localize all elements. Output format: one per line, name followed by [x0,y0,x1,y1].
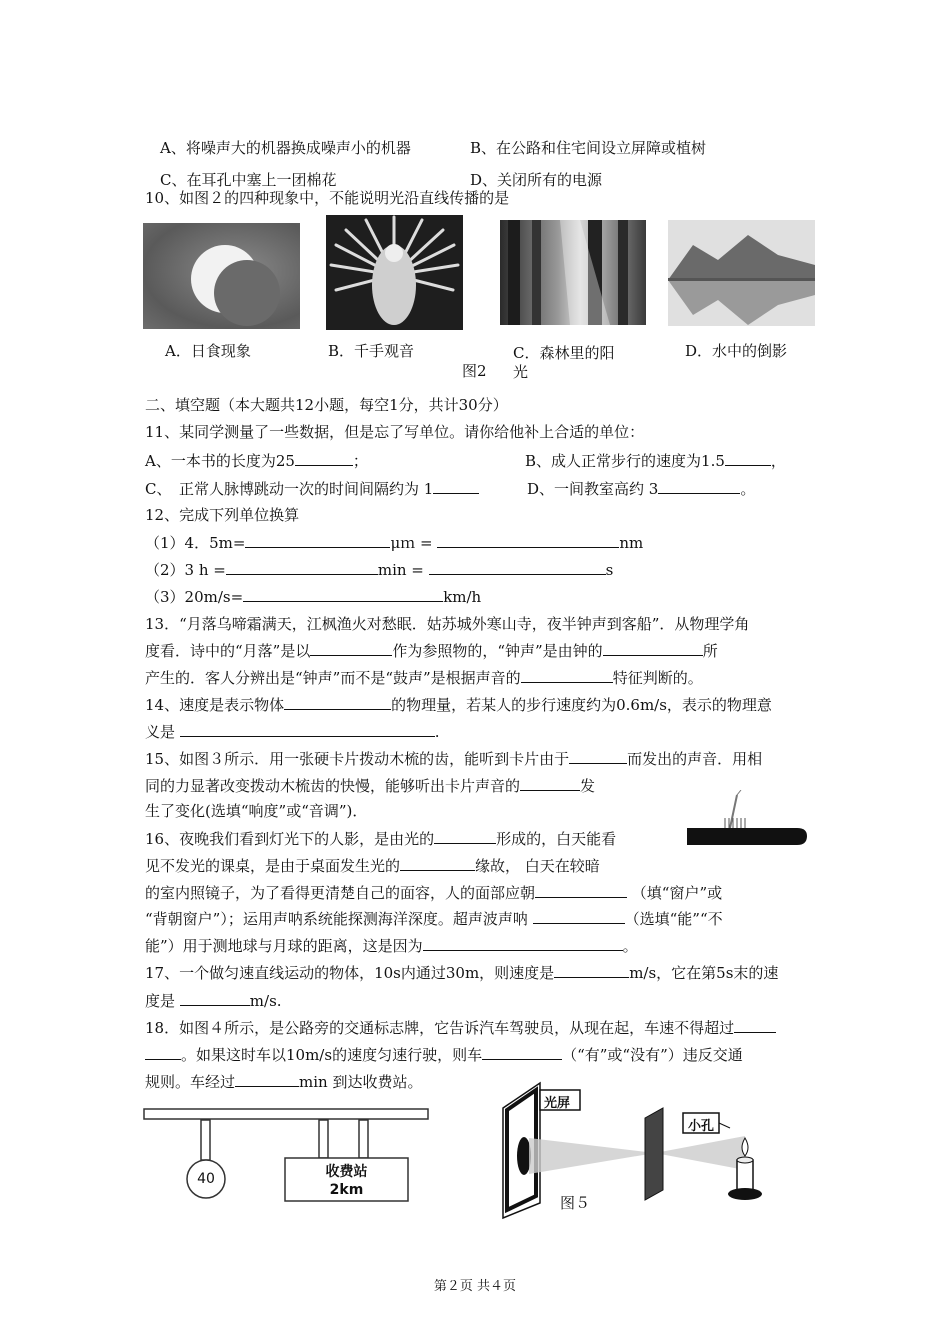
toll-station-distance: 2km [329,1182,364,1198]
section-2-title: 二、填空题（本大题共12小题，每空1分，共计30分） [145,396,508,414]
toll-station-label: 收费站 [325,1164,368,1180]
q10-label-b: B．千手观音 [328,342,415,360]
q12-line-1: （1）4．5m= μｍ = nm [145,534,644,552]
figure-5-caption: 图５ [560,1194,591,1212]
q11-b: B、成人正常步行的速度为1.5 ， [525,452,786,470]
q16-line-5: 能”）用于测地球与月球的距离，这是因为 。 [145,937,638,955]
thousand-hand-guanyin-photo [326,215,463,330]
q9-option-c: C、在耳孔中塞上一团棉花 [160,171,337,189]
q10-stem: 10、如图２的四种现象中，不能说明光沿直线传播的是 [145,189,510,207]
speed-limit-sign: 40 [197,1171,215,1187]
q12-line-3: （3）20m/s= km/h [145,588,482,606]
lake-reflection-photo [668,220,815,326]
q15-line-2: 同的力显著改变拨动木梳齿的快慢，能够听出卡片声音的 发 [145,777,596,795]
forest-sunlight-photo [500,220,646,325]
q11-c: C、 正常人脉博跳动一次的时间间隔约为 1 [145,478,479,499]
q15-line-3: 生了变化(选填“响度”或“音调”)． [145,802,368,820]
q16-line-3: 的室内照镜子，为了看得更清楚自己的面容，人的面部应朝 （填“窗户”或 [145,884,723,902]
q10-label-c: C．森林里的阳 [513,344,615,362]
figure-2-caption: 图2 [462,362,487,380]
q13-line-1: 13．“月落乌啼霜满天，江枫渔火对愁眠．姑苏城外寒山寺，夜半钟声到客船”．从物理学角 [145,615,750,633]
q11-stem: 11、某同学测量了一些数据，但是忘了写单位。请你给他补上合适的单位： [145,423,645,441]
q11-d: D、一间教室高约 3 。 [527,480,756,498]
q13-line-2: 度看．诗中的“月落”是以 作为参照物的，“钟声”是由钟的 所 [145,642,718,660]
q12-stem: 12、完成下列单位换算 [145,506,300,524]
q10-label-d: D．水中的倒影 [685,342,788,360]
q9-option-d: D、关闭所有的电源 [470,171,603,189]
q18-line-1: 18．如图４所示，是公路旁的交通标志牌，它告诉汽车驾驶员，从现在起，车速不得超过 [145,1017,776,1038]
q18-line-2: 。如果这时车以10m/s的速度匀速行驶，则车 （“有”或“没有”）违反交通 [145,1044,743,1065]
q14-line-1: 14、速度是表示物体 的物理量，若某人的步行速度约为0.6m/s，表示的物理意 [145,696,772,714]
q16-line-2: 见不发光的课桌，是由于桌面发生光的 缘故， 白天在较暗 [145,857,600,875]
card-comb-figure [685,790,810,850]
q15-line-1: 15、如图３所示．用一张硬卡片拨动木梳的齿，能听到卡片由于 而发出的声音．用相 [145,750,763,768]
q18-line-3: 规则。车经过 min 到达收费站。 [145,1073,423,1091]
q17-line-2: 度是 m/s. [145,992,282,1010]
page-footer: 第２页 共４页 [433,1279,517,1294]
q16-line-4: “背朝窗户”）；运用声呐系统能探测海洋深度。超声波声呐 （选填“能”“不 [145,910,723,928]
q11-a: A、一本书的长度为25 ； [145,452,368,470]
q13-line-3: 产生的．客人分辨出是“钟声”而不是“鼓声”是根据声音的 特征判断的。 [145,669,703,687]
q10-label-a: A．日食现象 [165,342,251,360]
q9-option-a: A、将噪声大的机器换成噪声小的机器 [160,139,411,157]
pinhole-label: 小孔 [688,1119,715,1134]
solar-eclipse-photo [143,223,300,329]
pinhole-imaging-figure [495,1078,780,1220]
q12-line-2: （2）3 h = min = s [145,561,614,579]
screen-label: 光屏 [544,1096,571,1111]
q17-line-1: 17、一个做匀速直线运动的物体，10s内通过30m，则速度是 m/s，它在第5s末的速 [145,964,779,982]
q10-label-c-wrap: 光 [513,363,529,381]
q16-line-1: 16、夜晚我们看到灯光下的人影，是由光的 形成的，白天能看 [145,830,617,848]
q14-line-2: 义是 . [145,723,440,741]
q9-option-b: B、在公路和住宅间设立屏障或植树 [470,139,707,157]
